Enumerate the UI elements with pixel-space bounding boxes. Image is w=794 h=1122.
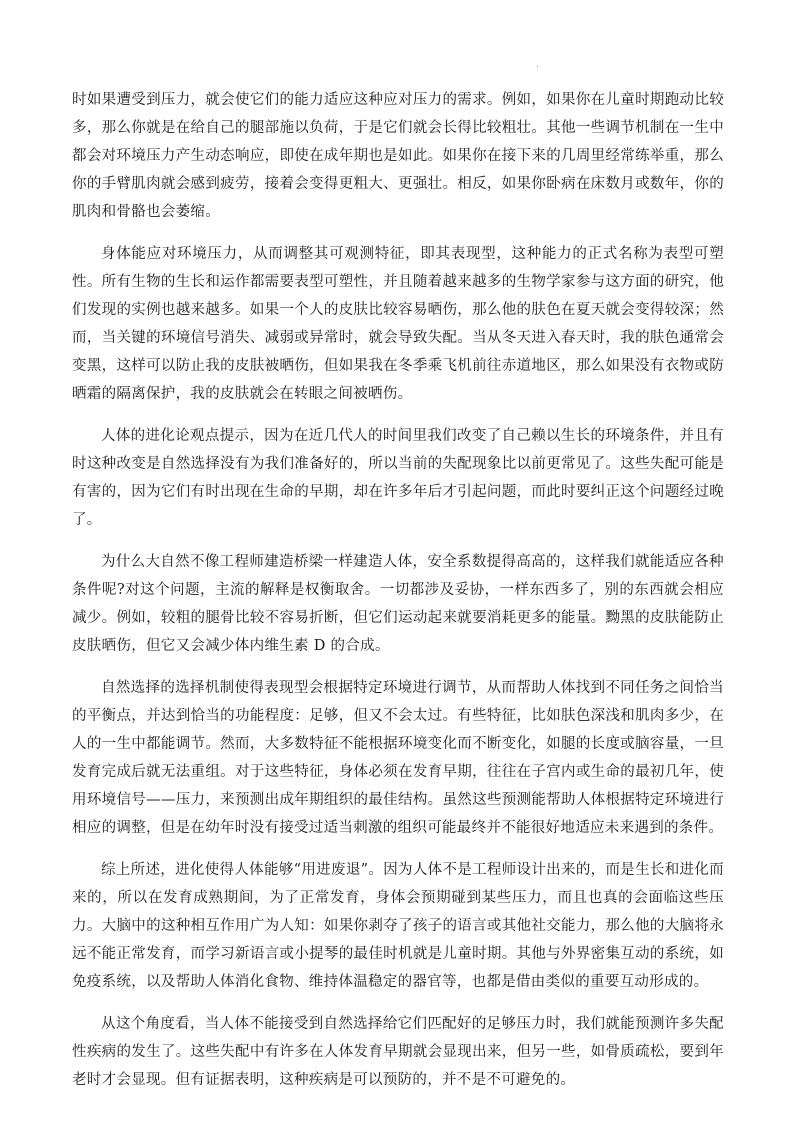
header-mark: . <box>536 60 539 70</box>
paragraph-selection-mechanism: 自然选择的选择机制使得表现型会根据特定环境进行调节，从而帮助人体找到不同任务之间恰当的平衡点，并达到恰当的功能程度：足够，但又不会太过。有些特征，比如肤色深浅和肌肉多少，在人的一生中都能调节。然而，大多数特征不能根据环境变化而不断变化，如腿的长度或脑容量，一旦发育完成后就无法重组。对于这些特征，身体必须在发育早期，往往在子宫内或生命的最初几年，使用环境信号——压力，来预测出成年期组织的最佳结构。虽然这些预测能帮助人体根据特定环境进行相应的调整，但是在幼年时没有接受过适当刺激的组织可能最终并不能很好地适应未来遇到的条件。 <box>72 680 724 836</box>
paragraph-use-it-or-lose-it: 综上所述，进化使得人体能够“用进废退”。因为人体不是工程师设计出来的，而是生长和进化而来的，所以在发育成熟期间，为了正常发育，身体会预期碰到某些压力，而且也真的会面临这些压力。大脑中的这种相互作用广为人知：如果你剥夺了孩子的语言或其他社交能力，那么他的大脑将永远不能正常发育，而学习新语言或小提琴的最佳时机就是儿童时期。其他与外界密集互动的系统，如免疫系统，以及帮助人体消化食物、维持体温稳定的器官等，也都是借由类似的重要互动形成的。 <box>72 862 724 990</box>
paragraph-evolutionary-view: 人体的进化论观点提示，因为在近几代人的时间里我们改变了自己赖以生长的环境条件，并且有时这种改变是自然选择没有为我们准备好的，所以当前的失配现象比以前更常见了。这些失配可能是有害的，因为它们有时出现在生命的早期，却在许多年后才引起问题，而此时要纠正这个问题经过晚了。 <box>72 428 724 528</box>
article-body <box>72 86 724 1108</box>
paragraph-tradeoffs: 为什么大自然不像工程师建造桥梁一样建造人体，安全系数提得高高的，这样我们就能适应各种条件呢?对这个问题，主流的解释是权衡取舍。一切都涉及妥协，一样东西多了，别的东西就会相应减少。例如，较粗的腿骨比较不容易折断，但它们运动起来就要消耗更多的能量。黝黑的皮肤能防止皮肤晒伤，但它又会减少体内维生素 D 的合成。 <box>72 554 724 654</box>
paragraph-phenotypic-plasticity: 身体能应对环境压力，从而调整其可观测特征，即其表现型，这种能力的正式名称为表型可塑性。所有生物的生长和运作都需要表型可塑性，并且随着越来越多的生物学家参与这方面的研究，他们发现的实例也越来越多。如果一个人的皮肤比较容易晒伤，那么他的肤色在夏天就会变得较深；然而，当关键的环境信号消失、减弱或异常时，就会导致失配。当从冬天进入春天时，我的肤色通常会变黑，这样可以防止我的皮肤被晒伤，但如果我在冬季乘飞机前往赤道地区，那么如果没有衣物或防晒霜的隔离保护，我的皮肤就会在转眼之间被晒伤。 <box>72 246 724 402</box>
paragraph-mismatch-diseases: 从这个角度看，当人体不能接受到自然选择给它们匹配好的足够压力时，我们就能预测许多失配性疾病的发生了。这些失配中有许多在人体发育早期就会显现出来，但另一些，如骨质疏松，要到年老时才会显现。但有证据表明，这种疾病是可以预防的，并不是不可避免的。 <box>72 1016 724 1088</box>
paragraph-continued: 时如果遭受到压力，就会使它们的能力适应这种应对压力的需求。例如，如果你在儿童时期跑动比较多，那么你就是在给自己的腿部施以负荷，于是它们就会长得比较粗壮。其他一些调节机制在一生中都会对环境压力产生动态响应，即使在成年期也是如此。如果你在接下来的几周里经常练举重，那么你的手臂肌肉就会感到疲劳，接着会变得更粗大、更强壮。相反，如果你卧病在床数月或数年，你的肌肉和骨骼也会萎缩。 <box>72 92 724 220</box>
